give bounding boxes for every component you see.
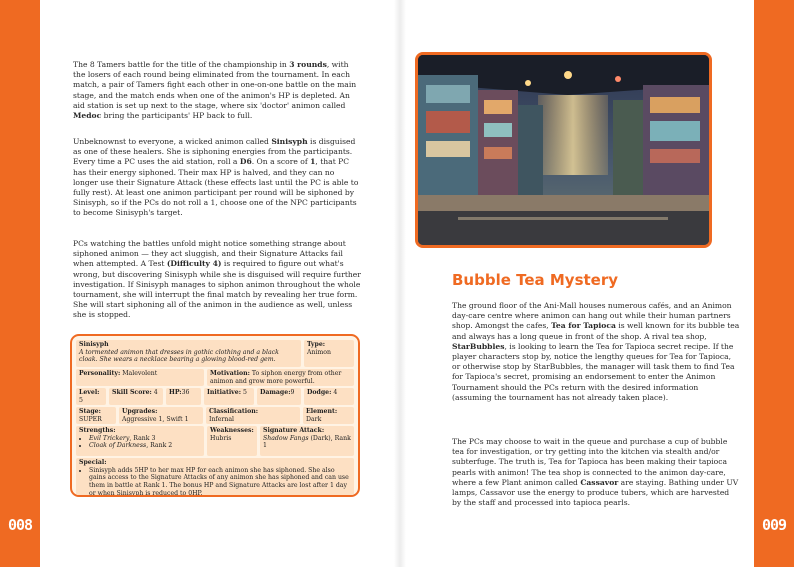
stat-signature-cell: Signature Attack: Shadow Fangs (Dark), Rank 1 [260,426,354,456]
left-page-edge-bar [0,0,40,567]
bubble-tea-secret-paragraph [452,437,740,508]
stat-name-cell [76,340,301,367]
stat-initiative-cell: Initiative: 5 [204,388,254,405]
text-run: is required to figure out what's wrong, but discovering Sinisyph while she is disguised will require further investigation. If Sinisyph manages to siphon animon throughout the whole tournament, she will interrupt the final match by revealing her true form. She will start siphoning all of the animon in the audience as well, unless she is stopped. [73,259,361,320]
strength-item: • Evil Trickery, Rank 3 [89,435,201,443]
stat-description: A tormented animon that dresses in gothic clothing and a black cloak. She wears a necklace bearing a glowing blood-red gem. [79,348,279,364]
text-run: is disguised as one of these healers. She is siphoning energies from the participants. Every time a PC uses the aid station, roll a [73,137,356,167]
stat-personality-cell: Personality: Malevolent [76,369,204,386]
bold-term: 3 rounds [289,60,327,69]
sinisyph-intro-paragraph [73,137,361,219]
bold-term: D6 [239,157,252,167]
stat-type-label: Type: [307,341,326,348]
text-run: . On a score of [251,157,311,167]
text-run: , with the losers of each round being eliminated from the tournament. In each match, a pair of Tamers fight each other in one-on-one battle on the main stage, and the match ends when one of the animon's HP is depleted. An aid station is set up next to the stage, where six 'doctor' animon called [73,60,357,110]
stat-dodge-cell: Dodge: 4 [304,388,354,405]
stat-type-value: Animon [307,348,332,356]
sinisyph-stat-block [70,334,360,497]
text-run: The 8 Tamers battle for the title of the championship in [73,60,290,69]
city-street-illustration [415,52,712,248]
bubble-tea-intro-paragraph [452,301,740,403]
stat-hp-cell: HP:36 [166,388,201,405]
text-run: bring the participants' HP back to full. [101,111,253,121]
bold-term: Medoc [73,111,102,121]
right-page-edge-bar [754,0,794,567]
text-run: , that PC has their energy siphoned. Their max HP is halved, and they can no longer use their Signature Attack (these effects last until the PC is able to fully rest). At least one animon participant per round will be siphoned by Sinisyph, so if the PCs do not roll a 1, choose one of the NPC participants to become Sinisyph's target. [73,157,359,218]
stat-element-cell: Element: Dark [303,407,354,424]
stat-classification-cell: Classification: Infernal [206,407,300,424]
text-run: Unbeknownst to everyone, a wicked animon called [73,137,272,146]
bold-term: Tea for Tapioca [551,321,616,331]
text-run: The PCs may choose to wait in the queue and purchase a cup of bubble tea for investigation, or try getting into the kitchen via stealth and/or subterfuge. The truth is, Tea for Tapioca has been making their tapioca pearls with animon! The tea shop is connected to the animon day-care, where a few Plant animon called [452,437,728,487]
stat-name: Sinisyph [79,341,109,348]
text-run: are staying. Bathing under UV lamps, Cassavor use the energy to produce tubers, which are harvested by the staff and processed into tapioca pearls. [452,477,739,508]
illustration-art [418,55,709,245]
stat-damage-cell: Damage:9 [257,388,301,405]
book-gutter [394,0,406,567]
tournament-rules-paragraph [73,60,361,121]
siphon-clues-paragraph [73,239,361,321]
text-run: , is looking to learn the Tea for Tapioca secret recipe. If the player characters stop by, notice the lengthy queues for Tea for Tapioca, or otherwise stop by StarBubbles, the manager will task them to find Tea for Tapioca's secret, promising an endorsement to enter the Animon Tournament should the PCs return with the desired information (assuming the tournament has not already taken place). [452,341,735,402]
bold-term: Sinisyph [271,137,308,146]
stat-motivation-cell: Motivation: To siphon energy from other animon and grow more powerful. [207,369,354,386]
stat-weaknesses-cell: Weaknesses: Hubris [207,426,257,456]
bold-term: 1 [310,157,316,167]
stat-strengths-cell: Strengths: • Evil Trickery, Rank 3 • Cloak of Darkness, Rank 2 [76,426,204,456]
right-page-number: 009 [761,516,787,534]
left-page-number: 008 [7,516,33,534]
special-ability-text: • Sinisyph adds 5HP to her max HP for each animon she has siphoned. She also gains access to the Signature Attacks of any animon she has siphoned and can use them in battle at Rank 1. The bonus HP and Signature Attacks are lost after 1 day or when Sinisyph is reduced to 0HP. [89,467,351,495]
stat-special-cell: Special: • Sinisyph adds 5HP to her max HP for each animon she has siphoned. She also gains access to the Signature Attacks of any animon she has siphoned and can use them in battle at Rank 1. The bonus HP and Signature Attacks are lost after 1 day or when Sinisyph is reduced to 0HP. [76,458,354,495]
stat-skill-cell: Skill Score: 4 [109,388,163,405]
stat-level-cell: Level: 5 [76,388,106,405]
text-run: is well known for its bubble tea and always has a long queue in front of the shop. A rival tea shop, [452,321,740,341]
stat-upgrades-cell: Upgrades: Aggressive 1, Swift 1 [119,407,203,424]
stat-stage-cell: Stage: SUPER [76,407,116,424]
bubble-tea-heading: Bubble Tea Mystery [452,271,619,289]
text-run: PCs watching the battles unfold might notice something strange about siphoned animon — they act sluggish, and their Signature Attacks fail when attempted. A Test [73,239,346,269]
bold-term: (Difficulty 4) [166,259,222,269]
bold-term: StarBubbles [452,341,505,351]
stat-type-cell [304,340,354,367]
strength-item: • Cloak of Darkness, Rank 2 [89,442,201,450]
bold-term: Cassavor [580,477,619,487]
text-run: The ground floor of the Ani-Mall houses numerous cafés, and an Animon day-care centre where animon can hang out while their human partners shop. Amongst the cafes, [452,301,732,331]
